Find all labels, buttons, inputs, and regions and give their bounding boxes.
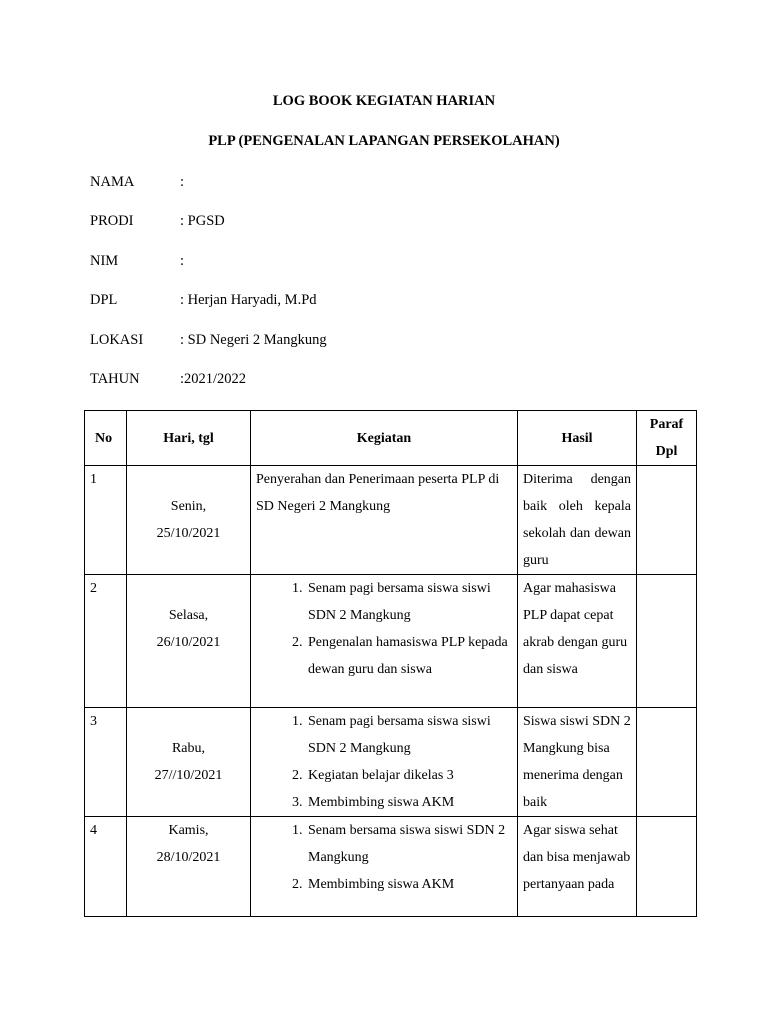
row-date-cell (127, 575, 251, 708)
row-number: 3 (85, 708, 127, 817)
info-value: : Herjan Haryadi, M.Pd (180, 292, 317, 308)
activity-item: 1. Senam bersama siswa siswi SDN 2 Mangkung (306, 817, 512, 871)
info-label: NIM (90, 253, 119, 269)
row-number: 1 (85, 466, 127, 575)
row-date: 25/10/2021 (156, 526, 221, 541)
activity-item: 2. Pengenalan hamasiswa PLP kepada dewan guru dan siswa (306, 629, 512, 683)
info-value: : (180, 174, 185, 190)
table-row (85, 466, 697, 575)
info-label: DPL (90, 292, 118, 308)
document-title: LOG BOOK KEGIATAN HARIAN (272, 93, 496, 109)
activity-log-table (84, 410, 697, 917)
activity-list (256, 708, 512, 816)
info-label: NAMA (90, 174, 135, 190)
row-day: Selasa, (168, 608, 209, 623)
table-header-row (85, 411, 697, 466)
activity-item: 1. Senam pagi bersama siswa siswi SDN 2 Mangkung (306, 708, 512, 762)
row-number: 2 (85, 575, 127, 708)
row-result: Siswa siswi SDN 2 Mangkung bisa menerima dengan baik (518, 708, 637, 817)
info-value: :2021/2022 (180, 371, 247, 387)
row-day: Kamis, (168, 823, 209, 838)
table-row (85, 708, 697, 817)
row-day: Senin, (170, 499, 207, 514)
info-value: : PGSD (180, 213, 225, 229)
row-result: Agar mahasiswa PLP dapat cepat akrab dengan guru dan siswa (518, 575, 637, 708)
column-header-result: Hasil (518, 411, 637, 466)
table-row (85, 575, 697, 708)
row-activity-cell (251, 575, 518, 708)
row-activity-cell (251, 817, 518, 917)
row-activity-cell (251, 708, 518, 817)
row-result: Diterima dengan baik oleh kepala sekolah dan dewan guru (518, 466, 637, 575)
activity-item: 2. Kegiatan belajar dikelas 3 (306, 762, 512, 789)
row-date-cell (127, 708, 251, 817)
info-label: TAHUN (90, 371, 140, 387)
activity-item: 2. Membimbing siswa AKM (306, 871, 512, 898)
column-header-date: Hari, tgl (127, 411, 251, 466)
row-date: 27//10/2021 (154, 768, 223, 783)
document-subtitle: PLP (PENGENALAN LAPANGAN PERSEKOLAHAN) (208, 133, 560, 149)
row-date-cell (127, 466, 251, 575)
row-signature (637, 466, 697, 575)
column-header-no: No (85, 411, 127, 466)
table-row (85, 817, 697, 917)
activity-item: 3. Membimbing siswa AKM (306, 789, 512, 816)
activity-list (256, 575, 512, 683)
column-header-activity: Kegiatan (251, 411, 518, 466)
info-value: : (180, 253, 185, 269)
row-number: 4 (85, 817, 127, 917)
info-value: : SD Negeri 2 Mangkung (180, 332, 327, 348)
row-day: Rabu, (171, 741, 206, 756)
row-date: 28/10/2021 (156, 850, 221, 865)
row-signature (637, 817, 697, 917)
column-header-signature: Paraf Dpl (637, 411, 697, 466)
row-activity-text: Penyerahan dan Penerimaan peserta PLP di SD Negeri 2 Mangkung (256, 472, 500, 514)
row-result: Agar siswa sehat dan bisa menjawab pertanyaan pada (518, 817, 637, 917)
info-label: PRODI (90, 213, 134, 229)
activity-item: 1. Senam pagi bersama siswa siswi SDN 2 Mangkung (306, 575, 512, 629)
row-date-cell (127, 817, 251, 917)
row-signature (637, 708, 697, 817)
info-label: LOKASI (90, 332, 144, 348)
activity-list (256, 817, 512, 898)
row-activity-cell (251, 466, 518, 575)
row-signature (637, 575, 697, 708)
row-date: 26/10/2021 (156, 635, 221, 650)
